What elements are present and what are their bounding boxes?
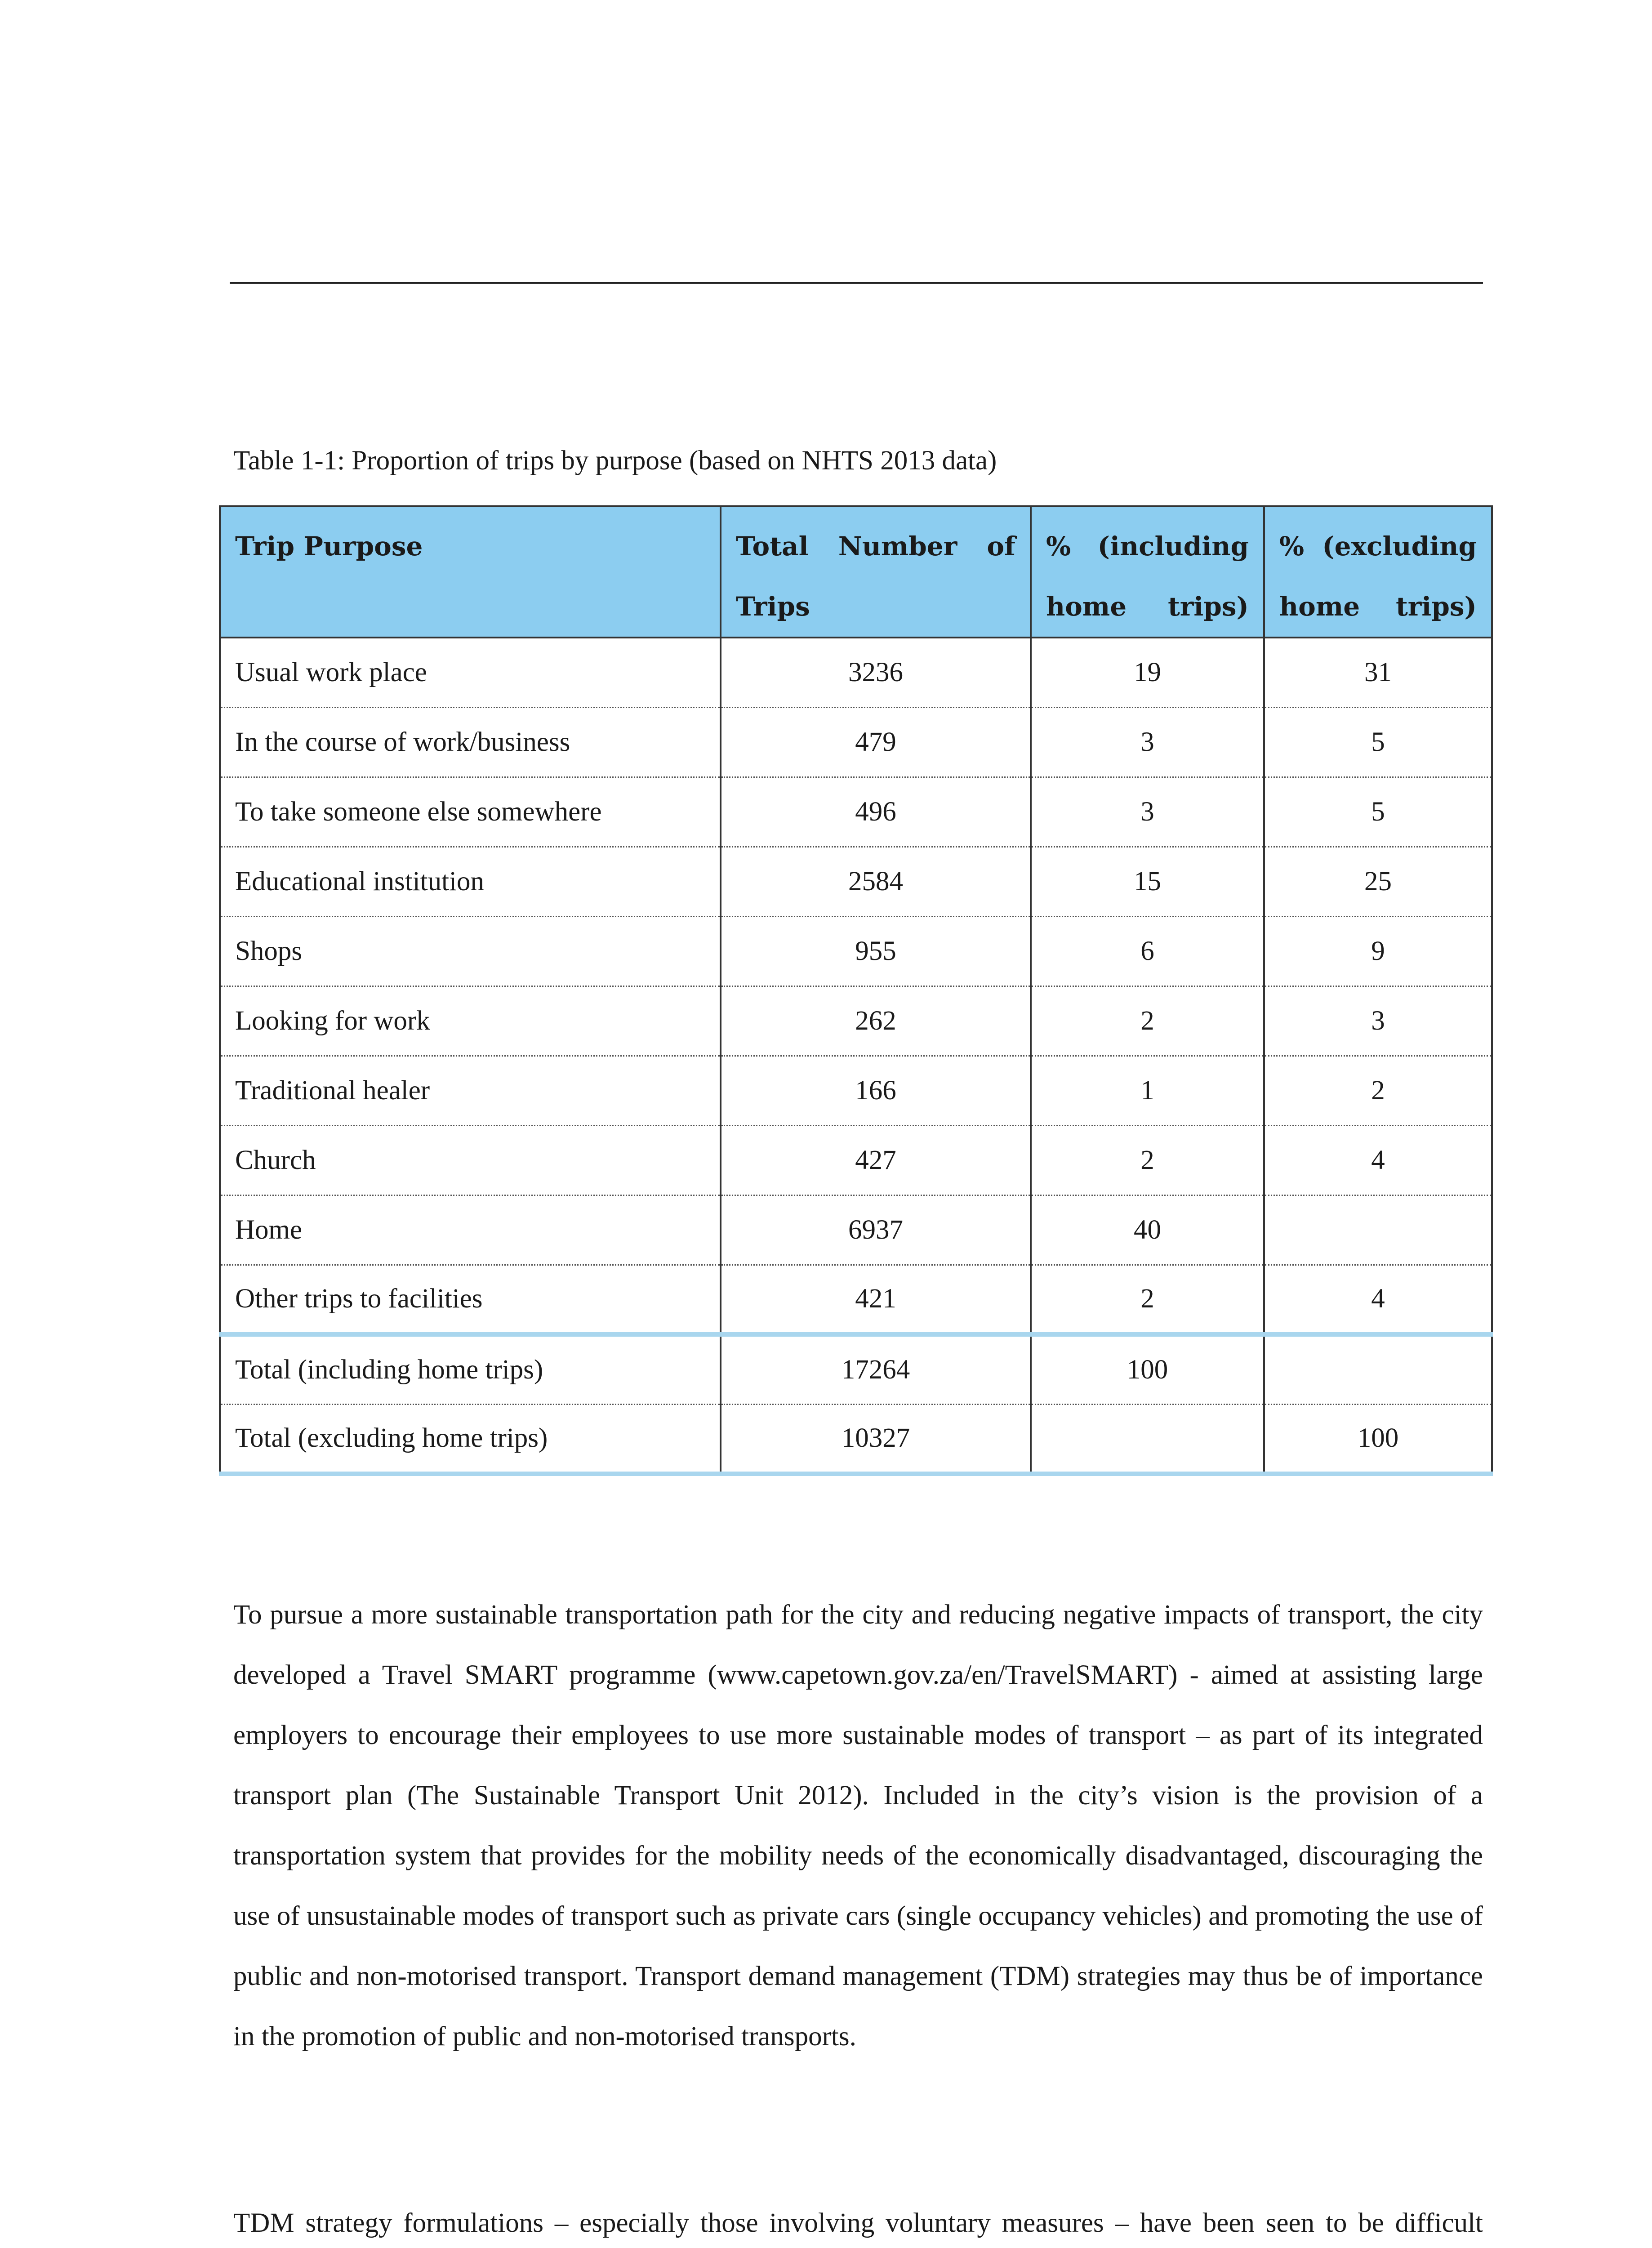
table-row <box>220 1265 1492 1334</box>
cell-total: 955 <box>721 916 1031 986</box>
cell-purpose: Traditional healer <box>220 1056 721 1125</box>
cell-purpose: Total (excluding home trips) <box>220 1404 721 1474</box>
table-row <box>220 777 1492 847</box>
cell-purpose: Other trips to facilities <box>220 1265 721 1334</box>
cell-purpose: Educational institution <box>220 847 721 916</box>
cell-pct-incl: 2 <box>1031 1265 1264 1334</box>
cell-pct-excl: 3 <box>1264 986 1492 1056</box>
header-trip-purpose: Trip Purpose <box>220 506 721 638</box>
cell-total: 166 <box>721 1056 1031 1125</box>
header-percent-including-home: % (including home trips) <box>1031 506 1264 638</box>
cell-total: 17264 <box>721 1334 1031 1404</box>
cell-pct-excl <box>1264 1334 1492 1404</box>
body-paragraph: TDM strategy formulations – especially those involving voluntary measures – have been seen to be difficult <box>233 2208 1483 2238</box>
body-paragraph: To pursue a more sustainable transportation path for the city and reducing negative impacts of transport, the city developed a Travel SMART programme (www.capetown.gov.za/en/TravelSMART) - aimed at assisting large employers to encourage their employees to use more sustainable modes of transport – as part of its integrated transport plan (The Sustainable Transport Unit 2012). Included in the city’s vision is the provision of a transportation system that provides for the mobility needs of the economically disadvantaged, discouraging the use of unsustainable modes of transport such as private cars (single occupancy vehicles) and promoting the use of public and non-motorised transport. Transport demand management (TDM) strategies may thus be of importance in the promotion of public and non-motorised transports. <box>233 1600 1483 2052</box>
cell-pct-excl: 5 <box>1264 777 1492 847</box>
cell-purpose: Looking for work <box>220 986 721 1056</box>
cell-pct-incl: 1 <box>1031 1056 1264 1125</box>
header-rule <box>230 282 1483 284</box>
cell-pct-excl <box>1264 1195 1492 1265</box>
cell-purpose: Shops <box>220 916 721 986</box>
table-row <box>220 916 1492 986</box>
cell-total: 262 <box>721 986 1031 1056</box>
cell-pct-excl: 9 <box>1264 916 1492 986</box>
table-caption: Table 1-1: Proportion of trips by purpose (based on NHTS 2013 data) <box>233 446 997 476</box>
table-row <box>220 638 1492 707</box>
cell-pct-excl: 25 <box>1264 847 1492 916</box>
cell-pct-incl: 3 <box>1031 777 1264 847</box>
cell-purpose: Home <box>220 1195 721 1265</box>
cell-purpose: Total (including home trips) <box>220 1334 721 1404</box>
table-row <box>220 1125 1492 1195</box>
cell-purpose: In the course of work/business <box>220 707 721 777</box>
cell-pct-excl: 31 <box>1264 638 1492 707</box>
table-row <box>220 1056 1492 1125</box>
cell-total: 3236 <box>721 638 1031 707</box>
cell-purpose: To take someone else somewhere <box>220 777 721 847</box>
cell-purpose: Church <box>220 1125 721 1195</box>
cell-pct-incl: 40 <box>1031 1195 1264 1265</box>
table-row <box>220 707 1492 777</box>
cell-total: 479 <box>721 707 1031 777</box>
table-row <box>220 1195 1492 1265</box>
cell-pct-incl: 6 <box>1031 916 1264 986</box>
cell-total: 2584 <box>721 847 1031 916</box>
cell-pct-incl: 100 <box>1031 1334 1264 1404</box>
cell-pct-excl: 4 <box>1264 1265 1492 1334</box>
cell-total: 421 <box>721 1265 1031 1334</box>
table-row-total-excluding-home <box>220 1404 1492 1474</box>
header-total-number-of-trips: Total Number of Trips <box>721 506 1031 638</box>
trip-purpose-table <box>219 505 1493 1476</box>
cell-total: 496 <box>721 777 1031 847</box>
cell-pct-incl <box>1031 1404 1264 1474</box>
cell-pct-incl: 3 <box>1031 707 1264 777</box>
cell-pct-excl: 2 <box>1264 1056 1492 1125</box>
table-row <box>220 847 1492 916</box>
cell-pct-excl: 5 <box>1264 707 1492 777</box>
cell-pct-incl: 19 <box>1031 638 1264 707</box>
cell-total: 427 <box>721 1125 1031 1195</box>
table-header-row <box>220 506 1492 638</box>
table-row <box>220 986 1492 1056</box>
cell-pct-excl: 4 <box>1264 1125 1492 1195</box>
header-percent-excluding-home: % (excluding home trips) <box>1264 506 1492 638</box>
cell-total: 6937 <box>721 1195 1031 1265</box>
cell-pct-incl: 2 <box>1031 986 1264 1056</box>
cell-total: 10327 <box>721 1404 1031 1474</box>
cell-pct-excl: 100 <box>1264 1404 1492 1474</box>
cell-purpose: Usual work place <box>220 638 721 707</box>
cell-pct-incl: 15 <box>1031 847 1264 916</box>
cell-pct-incl: 2 <box>1031 1125 1264 1195</box>
table-row-total-including-home <box>220 1334 1492 1404</box>
